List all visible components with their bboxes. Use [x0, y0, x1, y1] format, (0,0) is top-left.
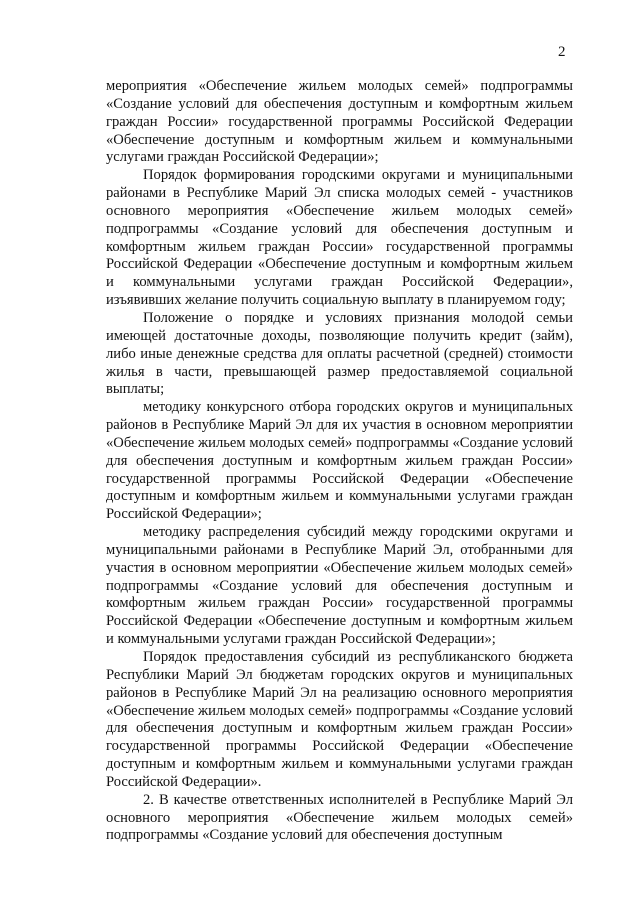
- paragraph: мероприятия «Обеспечение жильем молодых семей» подпрограммы «Создание условий для обеспечения доступным и комфортным жильем граждан России» государственной программы Российской Федерации «Обеспечение доступным и комфортным жильем и коммунальными услугами граждан Российской Федерации»;: [106, 78, 573, 166]
- page-number: 2: [558, 44, 566, 60]
- paragraph: Порядок предоставления субсидий из республиканского бюджета Республики Марий Эл бюджетам городских округов и муниципальных районов в Республике Марий Эл на реализацию основного мероприятия «Обеспечение жильем молодых семей» подпрограммы «Создание условий для обеспечения доступным и комфортным жильем граждан России» государственной программы Российской Федерации «Обеспечение доступным и комфортным жильем и коммунальными услугами граждан Российской Федерации».: [106, 649, 573, 790]
- paragraph: методику распределения субсидий между городскими округами и муниципальными районами в Республике Марий Эл, отобранными для участия в основном мероприятии «Обеспечение жильем молодых семей» подпрограммы «Создание условий для обеспечения доступным и комфортным жильем граждан России» государственной программы Российской Федерации «Обеспечение доступным и комфортным жильем и коммунальными услугами граждан Российской Федерации»;: [106, 524, 573, 648]
- document-body: [106, 78, 573, 845]
- paragraph: Порядок формирования городскими округами и муниципальными районами в Республике Марий Эл списка молодых семей - участников основного мероприятия «Обеспечение жильем молодых семей» подпрограммы «Создание условий для обеспечения доступным и комфортным жильем граждан России» государственной программы Российской Федерации «Обеспечение доступным и комфортным жильем и коммунальными услугами граждан Российской Федерации», изъявивших желание получить социальную выплату в планируемом году;: [106, 167, 573, 309]
- paragraph: 2. В качестве ответственных исполнителей в Республике Марий Эл основного мероприятия «Обеспечение жильем молодых семей» подпрограммы «Создание условий для обеспечения доступным: [106, 791, 573, 844]
- paragraph: методику конкурсного отбора городских округов и муниципальных районов в Республике Марий Эл для их участия в основном мероприятии «Обеспечение жильем молодых семей» подпрограммы «Создание условий для обеспечения доступным и комфортным жильем граждан России» государственной программы Российской Федерации «Обеспечение доступным и комфортным жильем и коммунальными услугами граждан Российской Федерации»;: [106, 399, 573, 523]
- paragraph: Положение о порядке и условиях признания молодой семьи имеющей достаточные доходы, позволяющие получить кредит (займ), либо иные денежные средства для оплаты расчетной (средней) стоимости жилья в части, превышающей размер предоставляемой социальной выплаты;: [106, 309, 573, 398]
